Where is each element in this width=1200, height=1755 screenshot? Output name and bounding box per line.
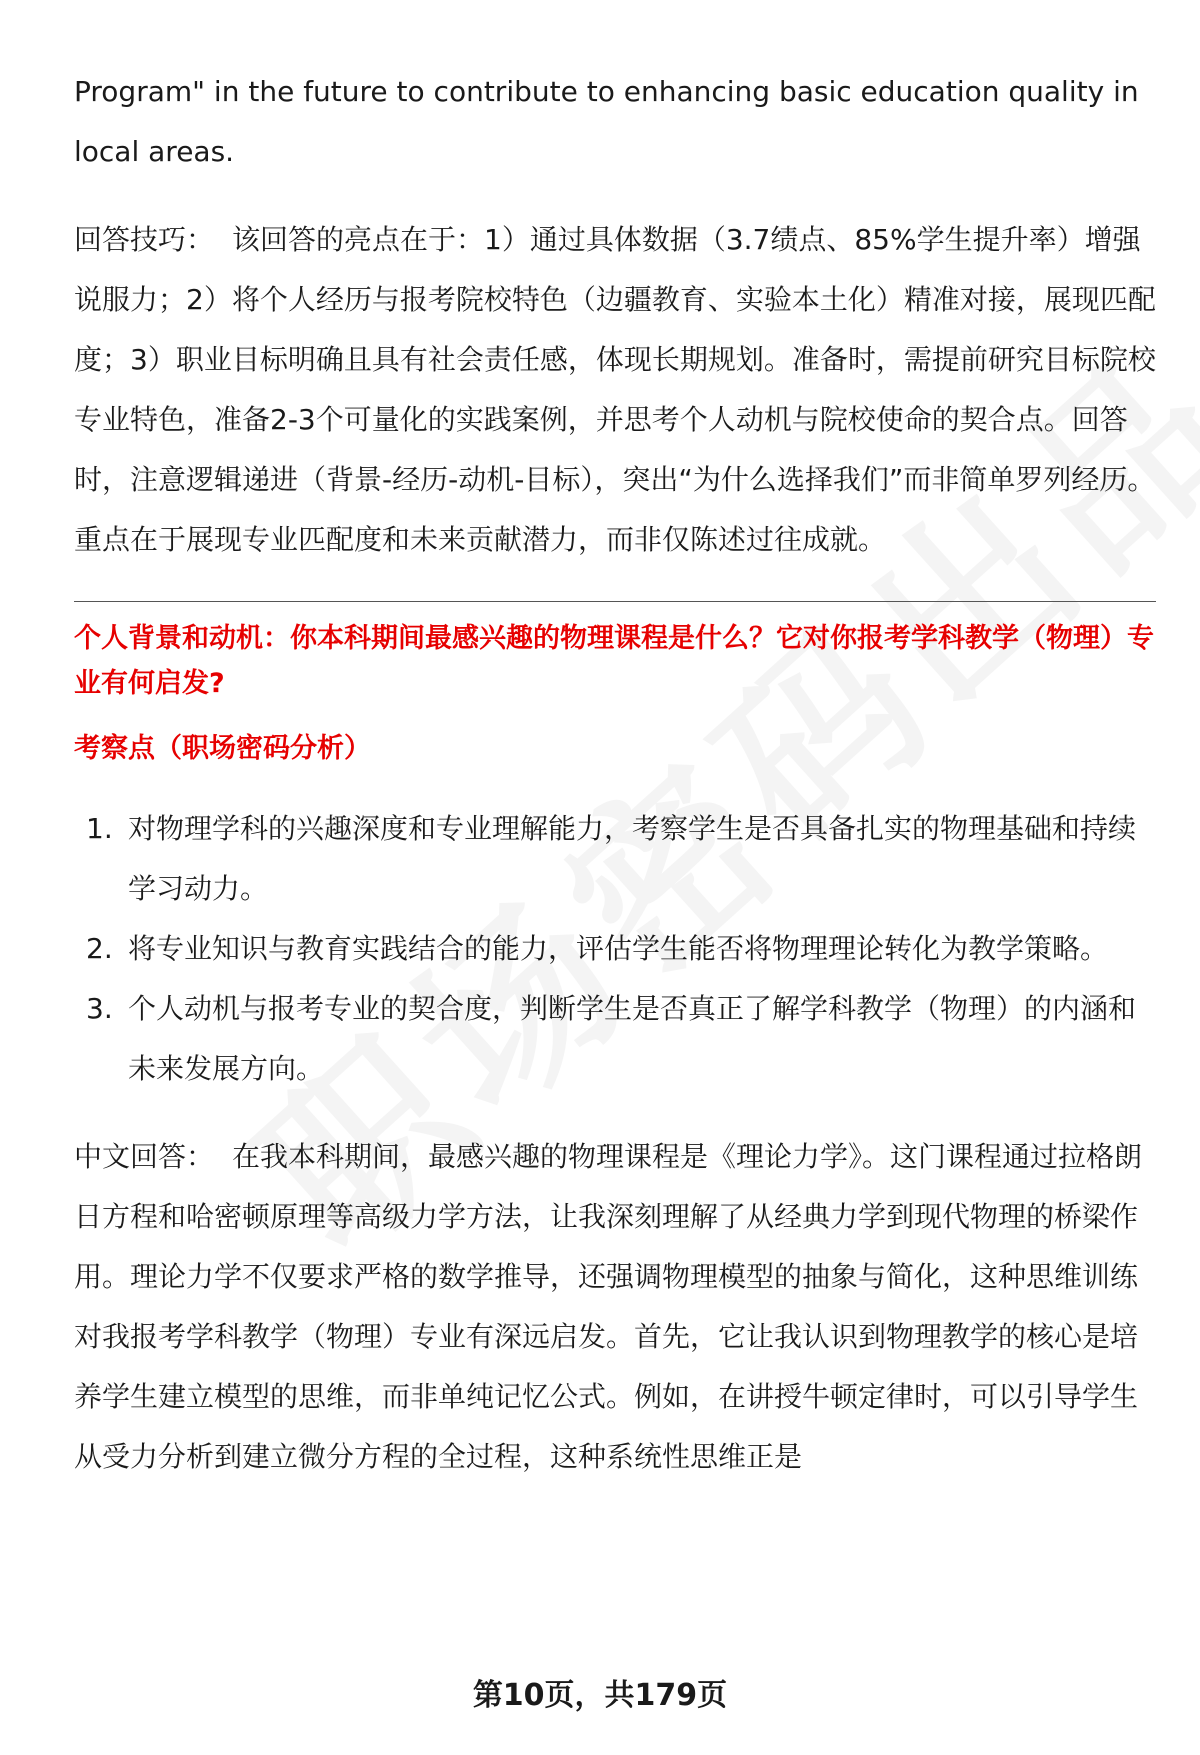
- list-text: 个人动机与报考专业的契合度，判断学生是否真正了解学科教学（物理）的内涵和未来发展方向。: [128, 992, 1137, 1085]
- assessment-heading: 考察点（职场密码分析）: [74, 733, 371, 764]
- tips-paragraph: [74, 210, 1156, 570]
- list-number: 1.: [86, 812, 113, 845]
- tips-label: 回答技巧：: [74, 223, 215, 256]
- page-footer: 第10页，共179页: [472, 1678, 728, 1713]
- section-divider: [74, 601, 1156, 602]
- answer-label: 中文回答：: [74, 1140, 215, 1173]
- tips-text: 该回答的亮点在于：1）通过具体数据（3.7绩点、85%学生提升率）增强说服力；2）将个人经历与报考院校特色（边疆教育、实验本土化）精准对接，展现匹配度；3）职业目标明确且具有社会责任感，体现长期规划。准备时，需提前研究目标院校专业特色，准备2-3个可量化的实践案例，并思考个人动机与院校使命的契合点。回答时，注意逻辑递进（背景-经历-动机-目标），突出“为什么选择我们”而非简单罗列经历。重点在于展现专业匹配度和未来贡献潜力，而非仅陈述过往成就。: [74, 223, 1156, 556]
- list-item: [74, 979, 1156, 1099]
- list-item: [74, 919, 1156, 979]
- list-text: 将专业知识与教育实践结合的能力，评估学生能否将物理理论转化为教学策略。: [128, 932, 1109, 965]
- list-text: 对物理学科的兴趣深度和专业理解能力，考察学生是否具备扎实的物理基础和持续学习动力。: [128, 812, 1137, 905]
- list-number: 2.: [86, 932, 113, 965]
- assessment-points-list: [74, 799, 1156, 1099]
- answer-paragraph: [74, 1127, 1156, 1487]
- continuation-paragraph: Program" in the future to contribute to enhancing basic education quality in local areas.: [74, 75, 1139, 168]
- list-number: 3.: [86, 992, 113, 1025]
- page-content: [74, 62, 1156, 1487]
- answer-text: 在我本科期间，最感兴趣的物理课程是《理论力学》。这门课程通过拉格朗日方程和哈密顿原理等高级力学方法，让我深刻理解了从经典力学到现代物理的桥梁作用。理论力学不仅要求严格的数学推导，还强调物理模型的抽象与简化，这种思维训练对我报考学科教学（物理）专业有深远启发。首先，它让我认识到物理教学的核心是培养学生建立模型的思维，而非单纯记忆公式。例如，在讲授牛顿定律时，可以引导学生从受力分析到建立微分方程的全过程，这种系统性思维正是: [74, 1140, 1143, 1473]
- question-title: 个人背景和动机：你本科期间最感兴趣的物理课程是什么？它对你报考学科教学（物理）专业有何启发?: [74, 623, 1154, 699]
- list-item: [74, 799, 1156, 919]
